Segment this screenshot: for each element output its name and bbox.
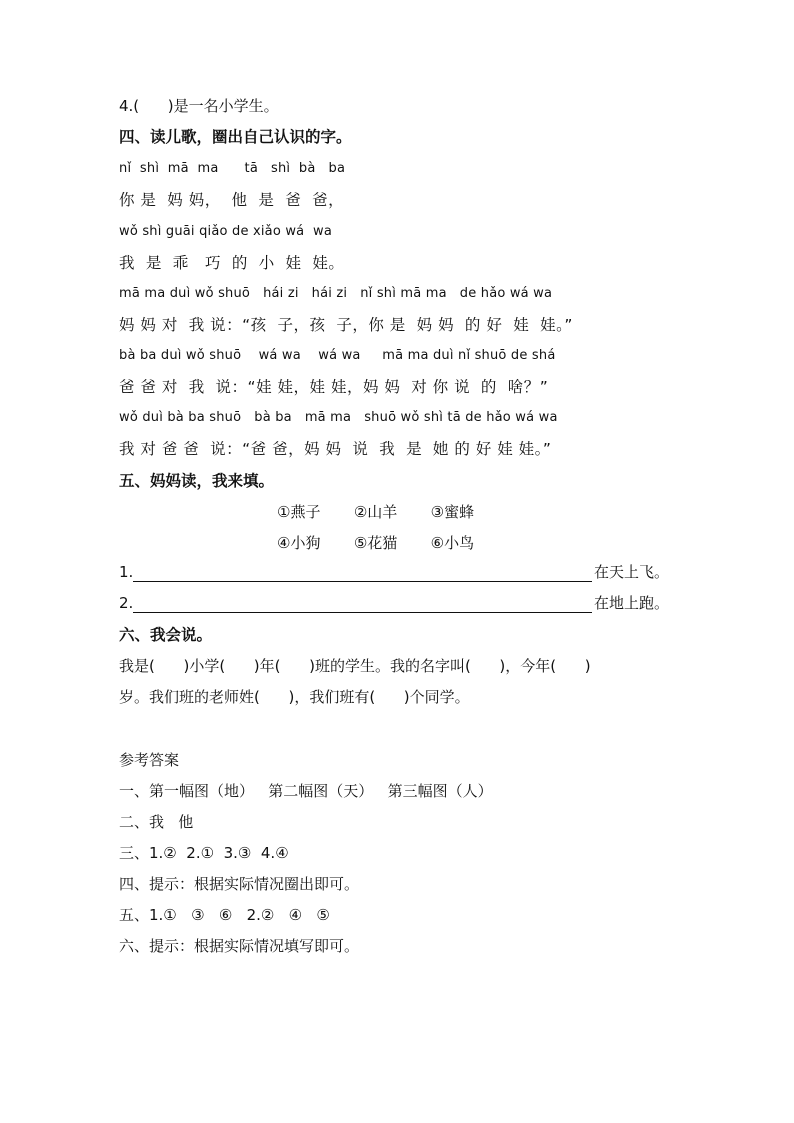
nursery-rhyme-hanzi-1: 你 是 妈 妈， 他 是 爸 爸， (119, 191, 345, 209)
nursery-rhyme-hanzi-3: 妈 妈 对 我 说：“孩 子，孩 子，你 是 妈 妈 的 好 娃 娃。” (119, 316, 573, 334)
fill-in-item-1 (119, 562, 669, 582)
nursery-rhyme-hanzi-5: 我 对 爸 爸 说：“爸 爸，妈 妈 说 我 是 她 的 好 娃 娃。” (119, 440, 552, 458)
fill-in-item-1-number: 1. (119, 563, 134, 581)
nursery-rhyme-hanzi-4: 爸 爸 对 我 说：“娃 娃，娃 娃，妈 妈 对 你 说 的 啥？” (119, 378, 549, 396)
animal-options-row-2: ④小狗 ⑤花猫 ⑥小鸟 (277, 534, 475, 552)
answer-2: 二、我 他 (119, 813, 194, 831)
nursery-rhyme-pinyin-4: bà ba duì wǒ shuō wá wa wá wa mā ma duì nǐ shuō de shá (119, 348, 556, 363)
fill-in-item-2-number: 2. (119, 594, 134, 612)
answer-5: 五、1.① ③ ⑥ 2.② ④ ⑤ (119, 906, 330, 924)
fill-in-item-1-suffix: 在天上飞。 (593, 563, 669, 581)
answer-6: 六、提示：根据实际情况填写即可。 (119, 937, 360, 955)
fill-in-blank-1[interactable] (133, 565, 592, 582)
answer-key-title: 参考答案 (119, 751, 180, 769)
nursery-rhyme-pinyin-1: nǐ shì mā ma tā shì bà ba (119, 161, 346, 176)
nursery-rhyme-pinyin-2: wǒ shì guāi qiǎo de xiǎo wá wa (119, 224, 332, 239)
answer-1: 一、第一幅图（地） 第二幅图（天） 第三幅图（人） (119, 782, 493, 800)
animal-options-row-1: ①燕子 ②山羊 ③蜜蜂 (277, 503, 475, 521)
section-6-title: 六、我会说。 (119, 626, 213, 644)
nursery-rhyme-pinyin-3: mā ma duì wǒ shuō hái zi hái zi nǐ shì mā ma de hǎo wá wa (119, 286, 553, 301)
fill-in-blank-2[interactable] (133, 596, 592, 613)
section-4-title: 四、读儿歌，圈出自己认识的字。 (119, 128, 352, 146)
self-intro-line-2: 岁。我们班的老师姓( )，我们班有( )个同学。 (119, 688, 470, 706)
fill-in-item-2 (119, 593, 669, 613)
self-intro-line-1: 我是( )小学( )年( )班的学生。我的名字叫( )，今年( ) (119, 657, 591, 675)
answer-4: 四、提示：根据实际情况圈出即可。 (119, 875, 360, 893)
nursery-rhyme-hanzi-2: 我 是 乖 巧 的 小 娃 娃。 (119, 254, 345, 272)
section-5-title: 五、妈妈读，我来填。 (119, 472, 275, 490)
answer-3: 三、1.② 2.① 3.③ 4.④ (119, 844, 289, 862)
fill-in-item-2-suffix: 在地上跑。 (593, 594, 669, 612)
question-3-item-4: 4.( )是一名小学生。 (119, 97, 279, 115)
nursery-rhyme-pinyin-5: wǒ duì bà ba shuō bà ba mā ma shuō wǒ shì tā de hǎo wá wa (119, 410, 558, 425)
